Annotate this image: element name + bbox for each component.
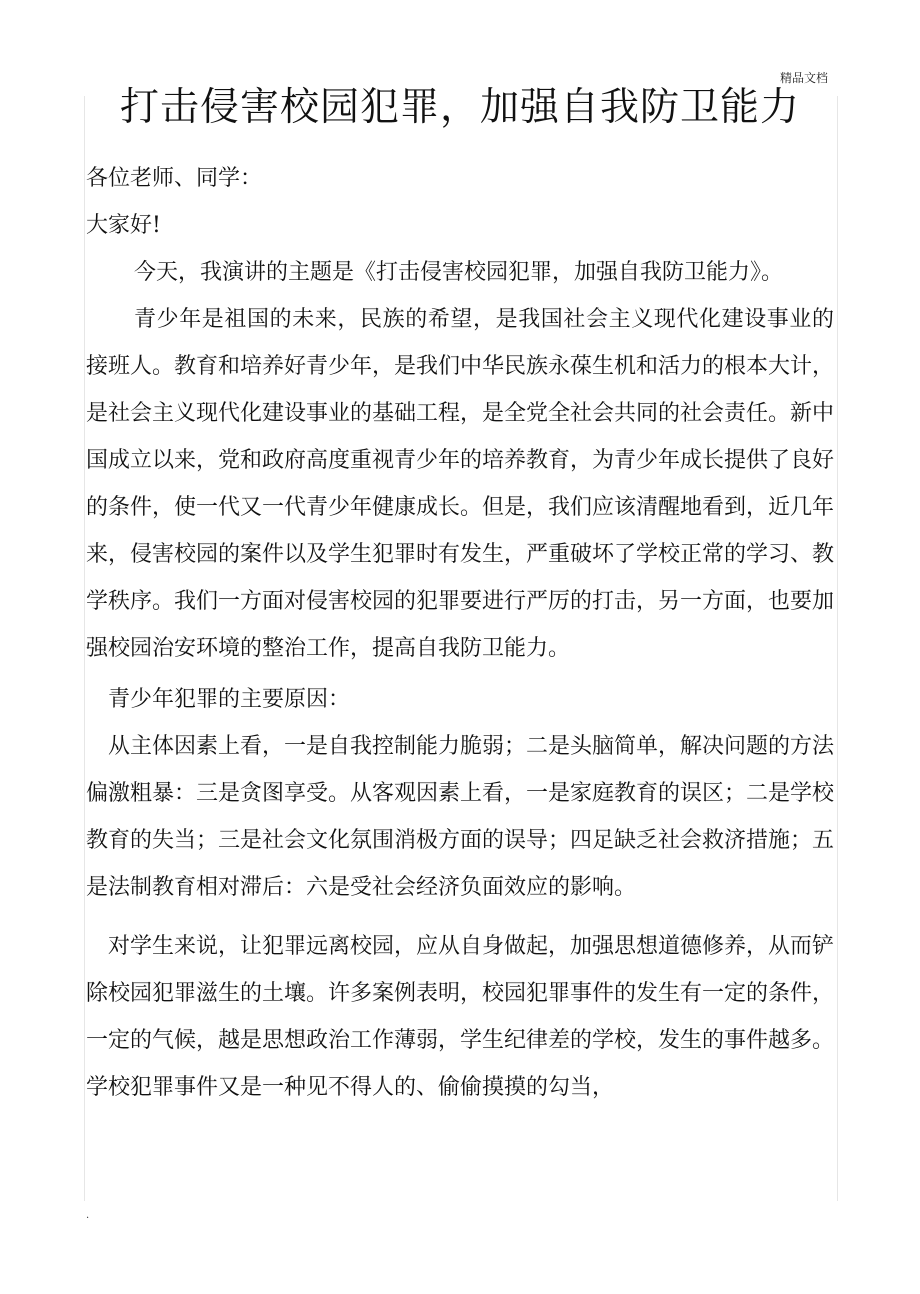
salutation: 各位老师、同学： (86, 166, 263, 191)
watermark-text: 精品文档 (780, 71, 829, 85)
greeting: 大家好! (86, 213, 161, 238)
document-body (86, 155, 834, 1111)
document-title: 打击侵害校园犯罪，加强自我防卫能力 (119, 85, 800, 130)
paragraph-topic: 今天，我演讲的主题是《打击侵害校园犯罪，加强自我防卫能力》。 (134, 260, 784, 285)
paragraph-causes: 从主体因素上看，一是自我控制能力脆弱；二是头脑简单，解决问题的方法偏激粗暴：三是贪图享受。从客观因素上看，一是家庭教育的误区；二是学校教育的失当；三是社会文化氛围消极方面的误导；四足缺乏社会救济措施；五是法制教育相对滞后：六是受社会经济负面效应的影响。 (86, 734, 835, 900)
paragraph-students: 对学生来说，让犯罪远离校园，应从自身做起，加强思想道德修养，从而铲除校园犯罪滋生的土壤。许多案例表明，校园犯罪事件的发生有一定的条件，一定的气候，越是思想政治工作薄弱，学生纪律差的学校，发生的事件越多。学校犯罪事件又是一种见不得人的、偷偷摸摸的勾当， (86, 934, 835, 1100)
paragraph-causes-heading: 青少年犯罪的主要原因： (108, 687, 351, 712)
paragraph-youth: 青少年是祖国的未来，民族的希望，是我国社会主义现代化建设事业的接班人。教育和培养好青少年，是我们中华民族永葆生机和活力的根本大计，是社会主义现代化建设事业的基础工程，是全党全社会共同的社会责任。新中国成立以来，党和政府高度重视青少年的培养教育，为青少年成长提供了良好的条件，使一代又一代青少年健康成长。但是，我们应该清醒地看到，近几年来，侵害校园的案件以及学生犯罪时有发生，严重破坏了学校正常的学习、教学秩序。我们一方面对侵害校园的犯罪要进行严厉的打击，另一方面，也要加强校园治安环境的整治工作，提高自我防卫能力。 (86, 307, 835, 661)
footer-mark: . (86, 1210, 90, 1221)
